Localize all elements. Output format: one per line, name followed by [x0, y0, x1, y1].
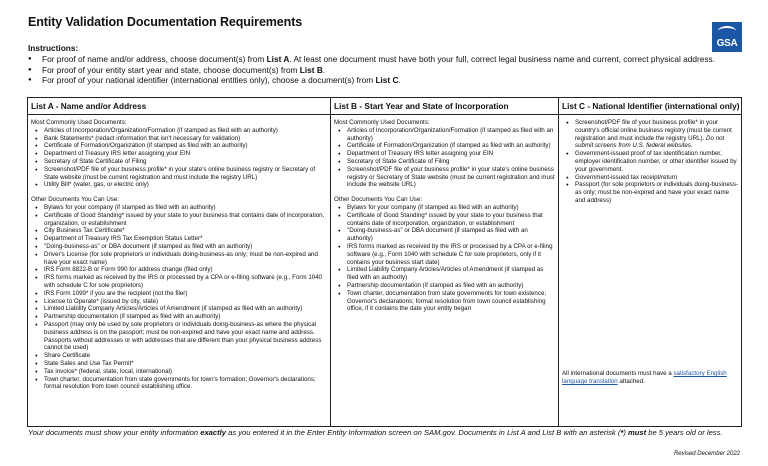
instruction-text: . At least one document must have both your full, correct legal business name and current, correct physical address. [289, 53, 716, 64]
document-item [562, 119, 738, 150]
list-b-body [331, 115, 558, 313]
documents-table [27, 97, 742, 427]
document-item: ● IRS forms marked as received by the IRS or processed by a CPA or e-filing software (e.g., Form 1040 with schedule C for sole proprietors, only if it contains your business start date) [334, 243, 555, 266]
document-item: ● Articles of Incorporation/Organization/Formation (if stamped as filed with an authority) [31, 127, 327, 135]
document-item-text: Screenshot/PDF file of your business profile* in your country's official online business registry (must be current registration and must include the registry URL). [575, 119, 732, 142]
list-a-other-list [31, 204, 327, 391]
document-item: ● Limited Liability Company Articles/Articles of Amendment (if stamped as filed with an authority) [334, 266, 555, 282]
document-item: ● Town charter, documentation from state governments for town existence; Governor's declarations; formal resolution from town council establishing office, if it contains the date your entity began [334, 290, 555, 313]
instruction-item [28, 75, 748, 86]
logo-arc-icon [718, 26, 736, 36]
instruction-text: . [398, 75, 401, 86]
footnote-text: be 5 years old or less. [646, 428, 723, 437]
document-item: ● Department of Treasury IRS Tax Exemption Status Letter* [31, 235, 327, 243]
instructions [28, 43, 748, 86]
document-item: ● Certificate of Good Standing* issued by your state to your business that contains date of incorporation, organization, or establishment [334, 212, 555, 228]
footnote-text: as you entered it in the Enter Entity Information screen on SAM.gov. Documents in List A and List B with an asterisk ( [225, 428, 621, 437]
document-item: ● State Sales and Use Tax Permit* [31, 360, 327, 368]
list-a-header: List A - Name and/or Address [28, 98, 330, 115]
list-a-common-label: Most Commonly Used Documents: [31, 119, 127, 126]
logo-text: GSA [716, 38, 738, 49]
footnote-emphasis: exactly [200, 428, 226, 437]
list-a-column [28, 98, 330, 426]
international-note [562, 370, 736, 386]
document-item: ● Secretary of State Certificate of Filing [31, 158, 327, 166]
intl-note-text: attached. [617, 377, 645, 385]
document-item: ● Bylaws for your company (if stamped as filed with an authority) [31, 204, 327, 212]
document-item: ● Limited Liability Company Articles/Articles of Amendment (if stamped as filed with an authority) [31, 305, 327, 313]
footnote-emphasis: must [627, 428, 647, 437]
document-item-text: Passport (for sole proprietors or individuals doing-business-as only; must be non-expired and have your exact name and address) [575, 181, 739, 204]
document-item [562, 174, 738, 182]
document-item: ● "Doing-business-as" or DBA document (if stamped as filed with an authority) [31, 243, 327, 251]
instruction-item [28, 54, 748, 65]
document-item: ● Certificate of Good Standing* issued by your state to your business that contains date of incorporation, organization, or establishment [31, 212, 327, 228]
document-item [562, 181, 738, 204]
instructions-list [28, 54, 748, 86]
document-item: ● Partnership documentation (if stamped as filed with an authority) [31, 313, 327, 321]
instruction-list-ref: List A [266, 53, 290, 64]
instruction-item [28, 65, 748, 76]
list-a-other-label: Other Documents You Can Use: [31, 196, 120, 204]
list-c-column [558, 98, 741, 426]
document-item: ● IRS Form 1099* if you are the recipient (not the filer) [31, 290, 327, 298]
document-item: ● Town charter, documentation from state governments for town's formation; Governor's declarations; formal resolution from town council establishing office. [31, 376, 327, 392]
document-item: ● Certificate of Formation/Organization (if stamped as filed with an authority) [334, 142, 555, 150]
list-b-common-list [334, 127, 555, 189]
instruction-list-ref: List C [375, 75, 399, 86]
list-a-body [28, 115, 330, 391]
document-item: ● IRS Form 8822-B or Form 990 for address change (filed only) [31, 266, 327, 274]
footnote-emphasis: * [620, 428, 624, 437]
list-b-header: List B - Start Year and State of Incorporation [331, 98, 558, 115]
list-b-column [330, 98, 558, 426]
instruction-text: For proof of name and/or address, choose document(s) from [42, 53, 267, 64]
document-item: ● Certificate of Formation/Organization (if stamped as filed with an authority) [31, 142, 327, 150]
document-item: ● Passport (may only be used by sole proprietors or individuals doing-business-as where the physical business address is on the passport; must be non-expired and have your exact name and address. Passports without addresses or with addresses that are different than your physical business address cannot be used) [31, 321, 327, 352]
document-item-note: Do not submit screens from U.S. federal websites. [575, 134, 725, 150]
document-item: ● Utility Bill* (water, gas, or electric only) [31, 181, 327, 189]
instruction-text: For proof of your national identifier (international entities only), choose a document(s) from [42, 75, 376, 86]
document-item: ● Screenshot/PDF file of your business profile* in your state's online business registry or Secretary of State website (must be current registration and must include the registry URL) [31, 166, 327, 182]
document-item: ● Tax invoice* (federal, state, local, international) [31, 368, 327, 376]
footnote-text: Your documents must show your entity information [28, 428, 201, 437]
document-item-text: Government-issued tax receipt/return [575, 173, 678, 181]
document-item: ● Department of Treasury IRS letter assigning your EIN [31, 150, 327, 158]
list-b-other-list [334, 204, 555, 313]
revised-date: Revised December 2022 [673, 451, 740, 457]
document-item: ● Share Certificate [31, 352, 327, 360]
document-item: ● Bank Statements* (redact information that isn't necessary for validation) [31, 135, 327, 143]
document-item [562, 150, 738, 173]
footnote-text: ) [623, 428, 628, 437]
list-a-common-list [31, 127, 327, 189]
instructions-heading: Instructions: [28, 43, 79, 53]
list-c-header: List C - National Identifier (international only) [559, 98, 741, 115]
document-item: ● Driver's License (for sole proprietors or individuals doing-business-as only; must be non-expired and have your exact name) [31, 251, 327, 267]
document-item: ● Bylaws for your company (if stamped as filed with an authority) [334, 204, 555, 212]
list-b-common-label: Most Commonly Used Documents: [334, 119, 430, 126]
document-item: ● City Business Tax Certificate* [31, 227, 327, 235]
document-item: ● Department of Treasury IRS letter assigning your EIN [334, 150, 555, 158]
instruction-text: . [322, 64, 326, 75]
document-item: ● Partnership documentation (if stamped as filed with an authority) [334, 282, 555, 290]
document-item: ● Secretary of State Certificate of Filing [334, 158, 555, 166]
page-title: Entity Validation Documentation Requirements [28, 15, 303, 29]
instruction-list-ref: List B [299, 64, 323, 75]
document-item: ● Screenshot/PDF file of your business profile* in your state's online business registry or Secretary of State website (must be current registration and must include the website URL) [334, 166, 555, 189]
list-b-other-label: Other Documents You Can Use: [334, 196, 423, 204]
instruction-text: For proof of your entity start year and state, choose document(s) from [42, 64, 300, 75]
list-c-list [562, 119, 738, 205]
footnote [28, 428, 748, 437]
document-item-text: Government-issued proof of tax identification number, employer identification number, or other identifier issued by your government. [575, 150, 737, 173]
document-item: ● Articles of Incorporation/Organization/Formation (if stamped as filed with an authority) [334, 127, 555, 143]
document-item: ● IRS forms marked as received by the IRS or processed by a CPA or e-filing software (e.g., Form 1040 with schedule C for sole proprietors) [31, 274, 327, 290]
document-item: ● License to Operate* (issued by city, state) [31, 298, 327, 306]
translation-link[interactable]: satisfactory English language translation [562, 370, 727, 385]
document-item: ● "Doing-business-as" or DBA document (if stamped as filed with an authority) [334, 227, 555, 243]
list-c-body [559, 115, 741, 205]
intl-note-text: All international documents must have a [562, 370, 674, 377]
